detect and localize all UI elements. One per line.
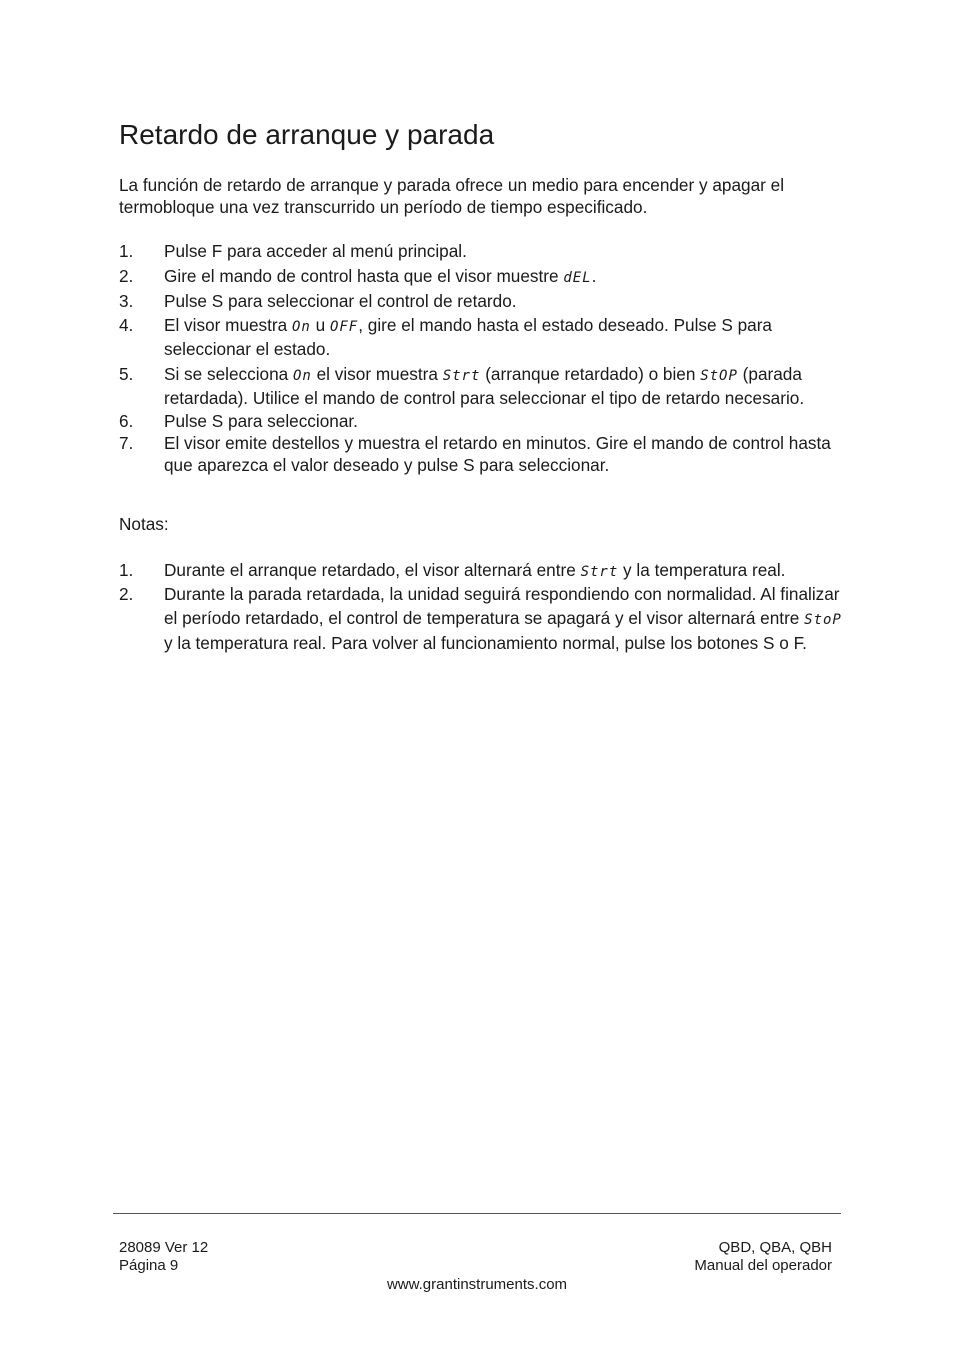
list-item — [119, 240, 849, 262]
footer-website: www.grantinstruments.com — [386, 1276, 568, 1293]
step-number: 3. — [119, 291, 134, 311]
step-text: Pulse S para seleccionar el control de retardo. — [164, 291, 517, 311]
note-text: Durante la parada retardada, la unidad seguirá respondiendo con normalidad. Al finalizar el período retardado, el control de temperatura se apagará y el visor alternará entre StoP y la temperatura real. Para volver al funcionamiento normal, pulse los botones S o F. — [164, 584, 842, 653]
step-text: El visor emite destellos y muestra el retardo en minutos. Gire el mando de control hasta que aparezca el valor deseado y pulse S para seleccionar. — [164, 433, 831, 475]
footer-page-number: Página 9 — [119, 1257, 179, 1274]
step-text: Gire el mando de control hasta que el visor muestre dEL. — [164, 266, 597, 286]
list-item — [119, 559, 849, 583]
note-text: Durante el arranque retardado, el visor alternará entre Strt y la temperatura real. — [164, 560, 786, 580]
step-number: 2. — [119, 266, 134, 286]
display-readout: On — [292, 368, 312, 384]
step-number: 6. — [119, 411, 134, 431]
footer-doc-ref: 28089 Ver 12 — [119, 1239, 209, 1256]
display-readout: Strt — [442, 368, 481, 384]
list-item — [119, 314, 849, 360]
list-item — [119, 265, 849, 289]
list-item — [119, 410, 849, 432]
step-text: Pulse S para seleccionar. — [164, 411, 358, 431]
display-readout: OFF — [329, 319, 359, 335]
footer-divider — [113, 1213, 841, 1214]
list-item — [119, 290, 849, 312]
step-number: 5. — [119, 364, 134, 384]
display-readout: Strt — [580, 564, 619, 580]
note-number: 2. — [119, 584, 134, 604]
display-readout: StOP — [700, 368, 738, 384]
step-number: 1. — [119, 241, 134, 261]
note-number: 1. — [119, 560, 134, 580]
step-text: Pulse F para acceder al menú principal. — [164, 241, 467, 261]
step-text: Si se selecciona On el visor muestra Strt (arranque retardado) o bien StOP (parada retardada). Utilice el mando de control para seleccionar el tipo de retardo necesario. — [164, 364, 805, 408]
list-item — [119, 363, 849, 409]
footer-models: QBD, QBA, QBH — [718, 1239, 832, 1256]
step-text: El visor muestra On u OFF, gire el mando hasta el estado deseado. Pulse S para seleccionar el estado. — [164, 315, 772, 359]
list-item — [119, 432, 849, 476]
display-readout: StoP — [804, 611, 842, 628]
display-readout: On — [291, 319, 311, 335]
display-readout: dEL — [563, 270, 592, 286]
step-number: 4. — [119, 315, 134, 335]
footer-manual-title: Manual del operador — [694, 1257, 832, 1274]
notes-label: Notas: — [119, 514, 169, 534]
list-item — [119, 583, 849, 656]
step-number: 7. — [119, 433, 134, 453]
page-title: Retardo de arranque y parada — [119, 119, 495, 150]
intro-paragraph: La función de retardo de arranque y parada ofrece un medio para encender y apagar el termobloque una vez transcurrido un período de tiempo especificado. — [119, 175, 785, 217]
steps-list — [119, 240, 849, 476]
notes-list — [119, 559, 849, 656]
